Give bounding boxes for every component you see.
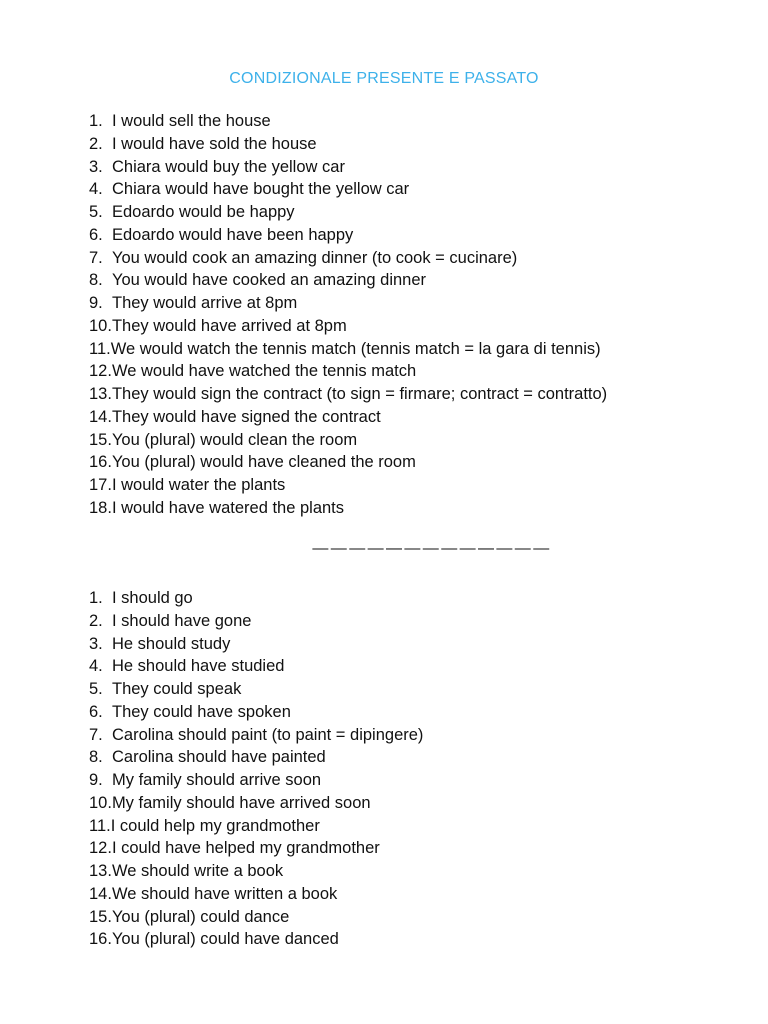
item-text: We should write a book (111, 862, 284, 880)
list-item (89, 587, 423, 610)
list-item (89, 292, 607, 315)
list-item (89, 474, 607, 497)
item-number: 13. (89, 385, 112, 403)
list-item (89, 655, 423, 678)
item-text: My family should arrive soon (112, 771, 322, 789)
item-number: 12. (89, 362, 112, 381)
item-number: 8. (89, 271, 103, 290)
item-text: They could have spoken (112, 702, 291, 721)
list-item (89, 110, 607, 133)
sentence-list-conditional (89, 110, 607, 520)
item-number: 17. (89, 476, 112, 494)
item-number: 9. (89, 771, 103, 789)
list-item (89, 837, 423, 860)
list-item (89, 178, 607, 201)
item-text: Carolina should have painted (112, 748, 326, 767)
item-number: 15. (89, 430, 112, 449)
item-text: You (plural) would clean the room (111, 430, 358, 449)
list-item (89, 746, 423, 769)
list-item (89, 497, 607, 520)
item-number: 13. (89, 862, 112, 880)
item-text: I could have helped my grandmother (111, 839, 380, 858)
item-text: Carolina should paint (to paint = dipingere) (112, 725, 424, 744)
list-item (89, 315, 607, 338)
item-text: They would have signed the contract (111, 407, 381, 426)
item-text: I would have sold the house (112, 134, 317, 153)
item-number: 6. (89, 702, 103, 721)
item-text: We would have watched the tennis match (111, 362, 417, 381)
item-number: 9. (89, 294, 103, 312)
item-number: 1. (89, 112, 103, 130)
item-text: You would cook an amazing dinner (to cook = cucinare) (112, 248, 518, 267)
item-number: 14. (89, 407, 112, 426)
list-item (89, 724, 423, 747)
item-number: 6. (89, 225, 103, 244)
item-text: You (plural) could have danced (111, 930, 339, 949)
item-text: I should go (112, 589, 193, 607)
item-text: You (plural) would have cleaned the room (111, 453, 416, 472)
item-text: Edoardo would have been happy (112, 225, 354, 244)
item-number: 11. (89, 339, 111, 358)
list-item (89, 338, 607, 361)
list-item (89, 406, 607, 429)
item-text: I would water the plants (111, 476, 286, 494)
list-item (89, 224, 607, 247)
item-number: 16. (89, 930, 112, 949)
item-number: 1. (89, 589, 103, 607)
list-item (89, 928, 423, 951)
list-item (89, 383, 607, 406)
list-item (89, 792, 423, 815)
document-title: CONDIZIONALE PRESENTE E PASSATO (229, 70, 539, 87)
item-text: They would sign the contract (to sign = firmare; contract = contratto) (111, 385, 608, 403)
list-item (89, 247, 607, 270)
item-number: 10. (89, 793, 112, 812)
item-text: They would have arrived at 8pm (111, 316, 347, 335)
item-text: I would sell the house (112, 112, 271, 130)
item-number: 5. (89, 680, 103, 698)
item-number: 8. (89, 748, 103, 767)
list-item (89, 451, 607, 474)
item-text: They would arrive at 8pm (112, 294, 298, 312)
list-item (89, 156, 607, 179)
list-item (89, 201, 607, 224)
list-item (89, 906, 423, 929)
sentence-list-modal (89, 587, 423, 951)
item-number: 4. (89, 180, 103, 199)
list-item (89, 633, 423, 656)
section-divider: ————————————— (312, 540, 552, 557)
item-number: 10. (89, 316, 112, 335)
item-text: Edoardo would be happy (112, 203, 295, 221)
item-number: 2. (89, 611, 103, 630)
list-item (89, 815, 423, 838)
item-number: 7. (89, 248, 103, 267)
item-number: 3. (89, 157, 103, 176)
item-text: He should have studied (112, 657, 285, 676)
list-item (89, 678, 423, 701)
item-number: 3. (89, 634, 103, 653)
list-item (89, 610, 423, 633)
item-text: I should have gone (112, 611, 252, 630)
item-text: Chiara would have bought the yellow car (112, 180, 410, 199)
item-number: 11. (89, 816, 111, 835)
list-item (89, 133, 607, 156)
item-number: 4. (89, 657, 103, 676)
list-item (89, 429, 607, 452)
item-number: 7. (89, 725, 103, 744)
list-item (89, 701, 423, 724)
item-number: 2. (89, 134, 103, 153)
item-text: You (plural) could dance (111, 907, 290, 926)
item-number: 16. (89, 453, 112, 472)
item-text: Chiara would buy the yellow car (112, 157, 345, 176)
item-text: I would have watered the plants (111, 498, 345, 517)
list-item (89, 769, 423, 792)
list-item (89, 269, 607, 292)
item-text: They could speak (112, 680, 242, 698)
item-text: He should study (112, 634, 231, 653)
list-item (89, 360, 607, 383)
item-number: 12. (89, 839, 112, 858)
list-item (89, 883, 423, 906)
item-number: 5. (89, 203, 103, 221)
item-number: 15. (89, 907, 112, 926)
list-item (89, 860, 423, 883)
item-text: I could help my grandmother (110, 816, 320, 835)
item-number: 18. (89, 498, 112, 517)
item-text: We should have written a book (111, 884, 338, 903)
item-text: My family should have arrived soon (111, 793, 371, 812)
item-text: You would have cooked an amazing dinner (112, 271, 427, 290)
item-number: 14. (89, 884, 112, 903)
item-text: We would watch the tennis match (tennis match = la gara di tennis) (110, 339, 601, 358)
